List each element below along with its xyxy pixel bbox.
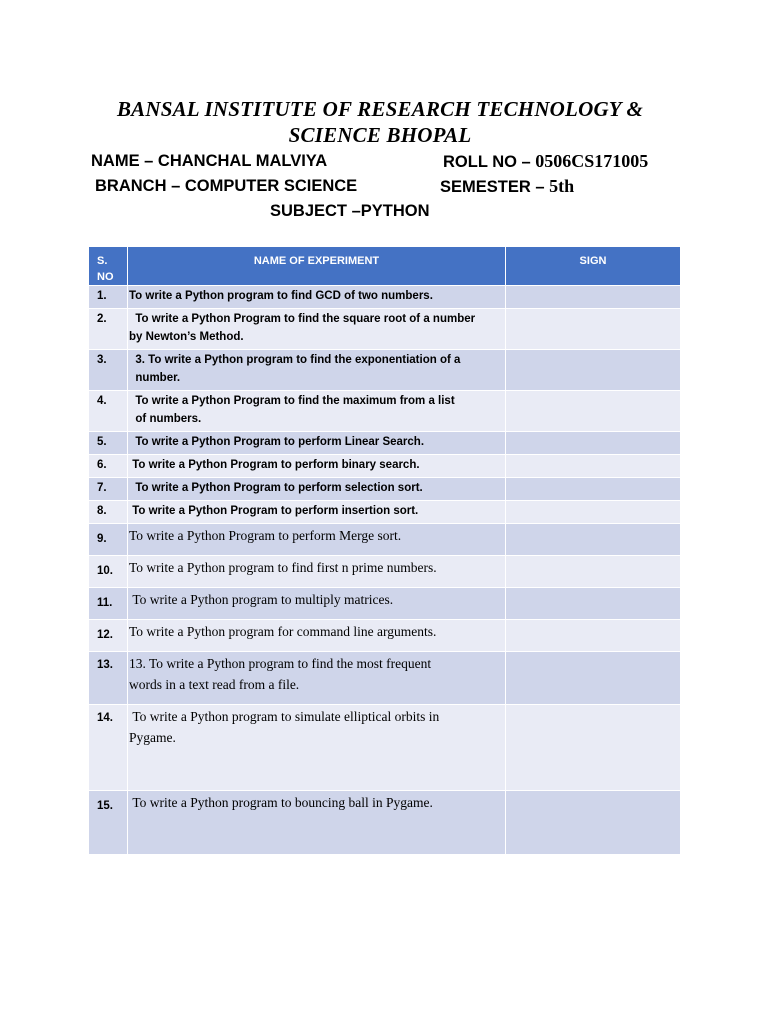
semester [440,176,574,197]
row-sign [506,350,681,391]
row-sign [506,286,681,309]
experiment-table [88,246,681,855]
row-experiment: To write a Python Program to perform selection sort. [128,478,506,501]
roll-number [443,151,648,172]
table-row [89,791,681,855]
table-row [89,432,681,455]
table-row [89,350,681,391]
row-experiment: 13. To write a Python program to find the most frequent words in a text read from a file. [128,652,506,705]
table-row [89,455,681,478]
row-experiment: To write a Python program to find first n prime numbers. [128,556,506,588]
row-experiment: To write a Python Program to find the square root of a number by Newton’s Method. [128,309,506,350]
row-sign [506,705,681,791]
table-row [89,478,681,501]
roll-value: 0506CS171005 [535,151,649,171]
row-sno: 15. [89,791,128,855]
column-header-experiment: NAME OF EXPERIMENT [128,247,506,286]
row-sign [506,455,681,478]
table-row [89,652,681,705]
column-header-sign: SIGN [506,247,681,286]
row-experiment: To write a Python Program to find the maximum from a list of numbers. [128,391,506,432]
row-sno: 13. [89,652,128,705]
row-experiment: To write a Python program to simulate elliptical orbits in Pygame. [128,705,506,791]
row-sno: 8. [89,501,128,524]
row-experiment: To write a Python program for command line arguments. [128,620,506,652]
table-row [89,588,681,620]
row-sign [506,309,681,350]
row-experiment: To write a Python Program to perform Linear Search. [128,432,506,455]
row-sno: 11. [89,588,128,620]
row-sno: 1. [89,286,128,309]
row-sno: 14. [89,705,128,791]
row-sign [506,478,681,501]
table-header-row [89,247,681,286]
row-sign [506,524,681,556]
table-body [89,286,681,855]
row-sign [506,432,681,455]
table-row [89,501,681,524]
row-experiment: To write a Python Program to perform Merge sort. [128,524,506,556]
row-sign [506,501,681,524]
row-sign [506,588,681,620]
branch: BRANCH – COMPUTER SCIENCE [95,177,358,195]
column-header-sno: S. NO [89,247,128,286]
table-row [89,620,681,652]
roll-label: ROLL NO – [443,153,536,171]
row-experiment: 3. To write a Python program to find the exponentiation of a number. [128,350,506,391]
row-sno: 7. [89,478,128,501]
table-row [89,391,681,432]
row-experiment: To write a Python program to multiply matrices. [128,588,506,620]
row-experiment: To write a Python Program to perform insertion sort. [128,501,506,524]
row-sno: 12. [89,620,128,652]
subject: SUBJECT –PYTHON [270,202,430,220]
table-row [89,705,681,791]
table-row [89,524,681,556]
row-sno: 2. [89,309,128,350]
table-row [89,286,681,309]
row-sign [506,391,681,432]
row-experiment: To write a Python program to find GCD of two numbers. [128,286,506,309]
row-sign [506,620,681,652]
row-experiment: To write a Python program to bouncing ball in Pygame. [128,791,506,855]
row-sign [506,556,681,588]
semester-label: SEMESTER – [440,178,550,196]
row-experiment: To write a Python Program to perform binary search. [128,455,506,478]
row-sign [506,791,681,855]
row-sno: 4. [89,391,128,432]
row-sno: 6. [89,455,128,478]
institute-title: BANSAL INSTITUTE OF RESEARCH TECHNOLOGY & SCIENCE BHOPAL [116,97,644,147]
semester-value: 5th [549,176,575,196]
row-sign [506,652,681,705]
row-sno: 9. [89,524,128,556]
student-name: NAME – CHANCHAL MALVIYA [91,152,328,170]
row-sno: 10. [89,556,128,588]
row-sno: 5. [89,432,128,455]
table-row [89,309,681,350]
row-sno: 3. [89,350,128,391]
table-row [89,556,681,588]
